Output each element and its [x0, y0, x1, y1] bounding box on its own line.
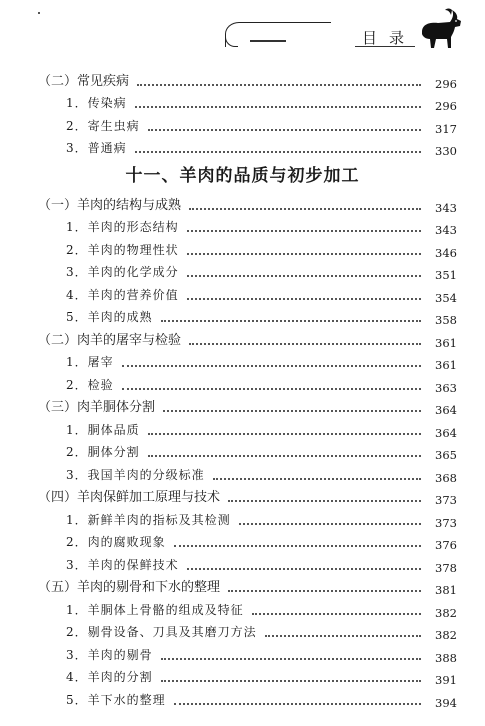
toc-item-title: 2．检验 — [66, 377, 114, 392]
dot-leader — [174, 545, 421, 547]
toc-item-row[interactable] — [0, 528, 485, 551]
toc-item-row[interactable] — [0, 348, 485, 371]
dot-leader — [174, 703, 421, 705]
toc-item-title: 4．羊肉的营养价值 — [66, 287, 179, 302]
header-underline — [355, 46, 415, 47]
toc-page-number: 361 — [435, 358, 457, 372]
toc-item-row[interactable] — [0, 460, 485, 483]
dot-leader — [187, 230, 421, 232]
toc-item-row[interactable] — [0, 303, 485, 326]
toc-item-title: 5．羊肉的成熟 — [66, 310, 153, 324]
toc-section-title: （五）羊肉的剔骨和下水的整理 — [38, 580, 221, 595]
toc-item-title: 2．肉的腐败现象 — [66, 535, 166, 549]
toc-page-number: 382 — [435, 605, 457, 620]
toc-item-title: 1．羊肉的形态结构 — [66, 220, 179, 234]
toc-item-row[interactable] — [0, 505, 485, 528]
dot-leader — [137, 84, 421, 86]
toc-page-number: 394 — [435, 695, 457, 710]
toc-page-number: 388 — [435, 650, 457, 665]
toc-page-number: 376 — [435, 538, 457, 552]
toc-section-title: （二）常见疾病 — [38, 73, 130, 89]
header-label: 目录 — [362, 29, 417, 47]
toc-section-row[interactable] — [0, 190, 485, 213]
dot-leader — [187, 275, 421, 277]
toc-section-title: （二）肉羊的屠宰与检验 — [38, 332, 182, 348]
header-ornament-curve — [225, 22, 331, 47]
toc-page-number: 378 — [435, 560, 457, 575]
toc-page-number: 381 — [435, 583, 457, 597]
toc-page-number: 391 — [435, 673, 457, 687]
dot-leader — [265, 635, 421, 637]
toc-item-title: 2．寄生虫病 — [66, 118, 140, 133]
toc-page-number: 343 — [435, 223, 457, 237]
toc-page-number: 364 — [435, 425, 457, 440]
toc-item-title: 5．羊下水的整理 — [66, 692, 166, 707]
toc-page-number: 382 — [435, 628, 457, 642]
dot-leader — [187, 298, 421, 300]
toc-item-row[interactable] — [0, 618, 485, 641]
dot-leader — [189, 208, 421, 210]
toc-page-number: 330 — [435, 144, 457, 158]
toc-item-title: 2．胴体分割 — [66, 445, 140, 459]
toc-item-title: 3．羊肉的保鲜技术 — [66, 557, 179, 572]
toc-item-row[interactable] — [0, 134, 485, 157]
dot-leader — [187, 253, 421, 255]
toc-page-number: 296 — [435, 76, 457, 91]
toc-section-row[interactable] — [0, 483, 485, 506]
dot-leader — [189, 343, 421, 345]
toc-item-title: 3．羊肉的化学成分 — [66, 265, 179, 279]
toc-section-title: （三）肉羊胴体分割 — [38, 400, 156, 415]
toc-item-row[interactable] — [0, 663, 485, 686]
toc-section-row[interactable] — [0, 573, 485, 596]
toc-section-row[interactable] — [0, 393, 485, 416]
toc-section-title: （四）羊肉保鲜加工原理与技术 — [38, 490, 221, 505]
toc-item-title: 1．屠宰 — [66, 355, 114, 369]
toc-item-row[interactable] — [0, 235, 485, 258]
toc-section-title: （一）羊肉的结构与成熟 — [38, 197, 182, 213]
toc-item-title: 1．新鲜羊肉的指标及其检测 — [66, 512, 231, 527]
toc-item-title: 3．普通病 — [66, 141, 127, 155]
toc-item-title: 3．羊肉的剔骨 — [66, 647, 153, 662]
dot-leader — [213, 478, 421, 480]
toc-page-number: 296 — [435, 99, 457, 113]
toc-item-row[interactable] — [0, 370, 485, 393]
toc-section-row[interactable] — [0, 66, 485, 89]
toc-page-number: 373 — [435, 515, 457, 530]
toc-section-row[interactable] — [0, 325, 485, 348]
toc-item-row[interactable] — [0, 213, 485, 236]
toc-item-row[interactable] — [0, 111, 485, 134]
dot-leader — [161, 680, 421, 682]
toc-item-title: 3．我国羊肉的分级标准 — [66, 467, 205, 482]
toc-page-number: 354 — [435, 290, 457, 305]
toc-page-number: 343 — [435, 200, 457, 215]
dot-leader — [228, 500, 421, 502]
toc-item-row[interactable] — [0, 258, 485, 281]
dot-leader — [135, 106, 421, 108]
toc-item-row[interactable] — [0, 89, 485, 112]
toc-item-title: 1．胴体品质 — [66, 422, 140, 437]
toc-item-title: 4．羊肉的分割 — [66, 670, 153, 684]
page-header — [0, 0, 485, 60]
toc-item-row[interactable] — [0, 550, 485, 573]
scan-speck — [38, 12, 40, 14]
chapter-title: 十一、羊肉的品质与初步加工 — [125, 165, 360, 186]
goat-icon — [414, 6, 466, 52]
toc-item-title: 2．剔骨设备、刀具及其磨刀方法 — [66, 625, 257, 639]
dot-leader — [163, 410, 421, 412]
toc-page-number: 361 — [435, 335, 457, 350]
toc-page-number: 365 — [435, 448, 457, 462]
dot-leader — [187, 568, 421, 570]
dot-leader — [161, 320, 421, 322]
header-ornament-dash — [250, 40, 286, 42]
toc-item-title: 1．羊胴体上骨骼的组成及特征 — [66, 602, 244, 617]
dot-leader — [135, 151, 421, 153]
toc-page-number: 351 — [435, 268, 457, 282]
dot-leader — [239, 523, 421, 525]
table-of-contents — [0, 66, 485, 708]
toc-page-number: 363 — [435, 380, 457, 395]
toc-page-number: 368 — [435, 470, 457, 485]
toc-page-number: 317 — [435, 121, 457, 136]
toc-page-number: 364 — [435, 403, 457, 417]
toc-item-title: 1．传染病 — [66, 96, 127, 110]
toc-page-number: 346 — [435, 245, 457, 260]
toc-item-row[interactable] — [0, 280, 485, 303]
dot-leader — [122, 388, 421, 390]
dot-leader — [228, 590, 421, 592]
toc-item-row[interactable] — [0, 685, 485, 708]
toc-page-number: 358 — [435, 313, 457, 327]
dot-leader — [161, 658, 421, 660]
dot-leader — [122, 365, 421, 367]
toc-item-row[interactable] — [0, 640, 485, 663]
toc-page-number: 373 — [435, 493, 457, 507]
dot-leader — [148, 433, 421, 435]
toc-item-row[interactable] — [0, 415, 485, 438]
dot-leader — [252, 613, 421, 615]
dot-leader — [148, 455, 421, 457]
toc-item-row[interactable] — [0, 438, 485, 461]
toc-item-title: 2．羊肉的物理性状 — [66, 242, 179, 257]
toc-item-row[interactable] — [0, 595, 485, 618]
dot-leader — [148, 129, 421, 131]
